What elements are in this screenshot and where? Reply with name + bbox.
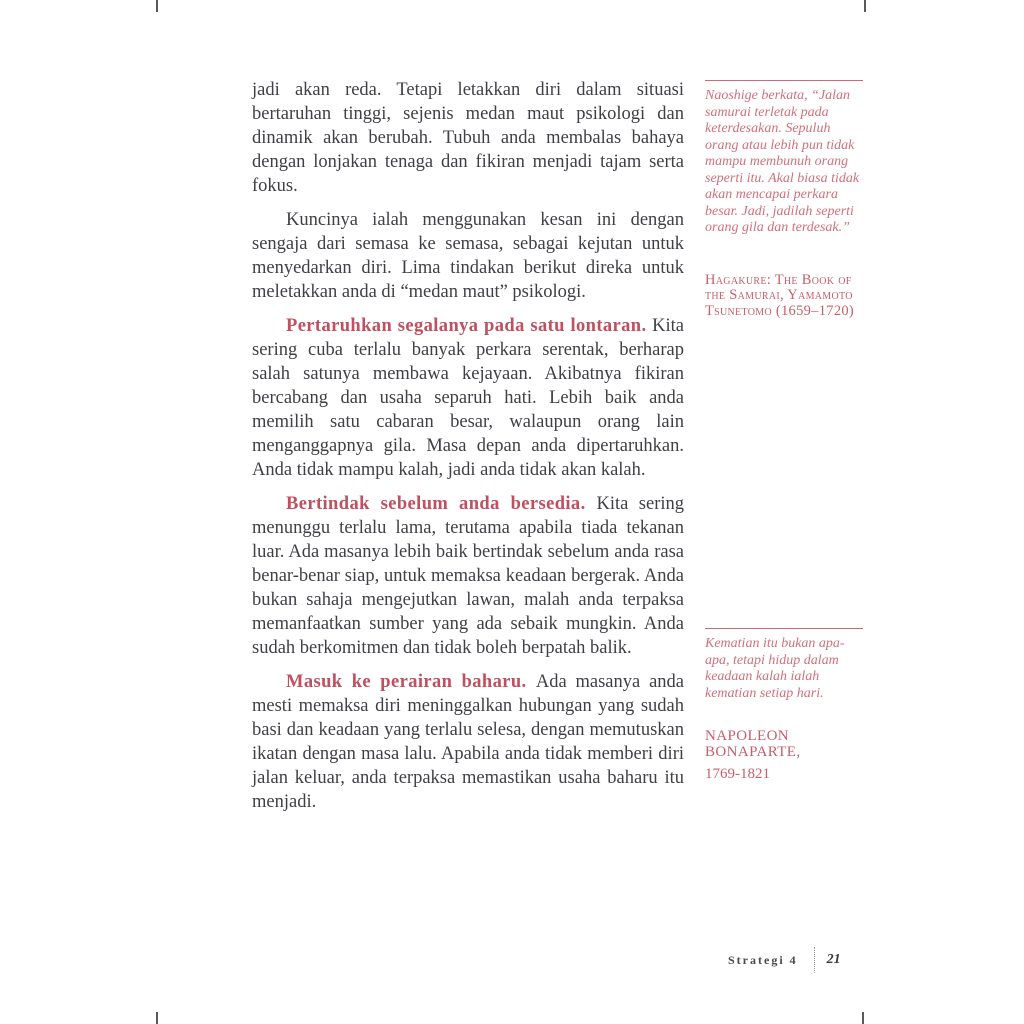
quote-text: Kematian itu bukan apa-apa, tetapi hidup dalam keadaan kalah ialah kematian setiap hari.	[705, 636, 845, 701]
quote-attribution: Hagakure: The Book of the Samurai, Yamamoto Tsunetomo (1659–1720)	[705, 271, 855, 319]
crop-mark-bottom-left	[156, 1012, 158, 1024]
crop-mark-bottom-right	[862, 1012, 864, 1024]
paragraph-lead: Masuk ke perairan baharu.	[286, 672, 527, 692]
quote-rule	[705, 80, 863, 81]
body-paragraph	[252, 208, 684, 304]
paragraph-lead: Bertindak sebelum anda bersedia.	[286, 494, 586, 514]
quote-attribution-years: 1769-1821	[705, 766, 770, 782]
quote-attribution: NAPOLEON BONAPARTE,	[705, 728, 801, 760]
footer-divider	[814, 947, 815, 973]
paragraph-text: jadi akan reda. Tetapi letakkan diri dalam situasi bertaruhan tinggi, sejenis medan maut psikologi dan dinamik akan berubah. Tubuh anda membalas bahaya dengan lonjakan tenaga dan fikiran menjadi tajam serta fokus.	[252, 80, 684, 196]
quote-text: Naoshige berkata, “Jalan samurai terletak pada keterdesakan. Sepuluh orang atau lebih pun tidak mampu membunuh orang seperti itu. Akal biasa tidak akan mencapai perkara besar. Jadi, jadilah seperti orang gila dan terdesak.”	[705, 88, 860, 235]
body-paragraph	[252, 670, 684, 814]
crop-mark-top-right	[864, 0, 866, 12]
paragraph-text: Kita sering cuba terlalu banyak perkara serentak, berharap salah satunya membawa kejayaan. Akibatnya fikiran bercabang dan usaha separuh hati. Lebih baik anda memilih satu cabaran besar, walaupun orang lain menganggapnya gila. Masa depan anda dipertaruhkan. Anda tidak mampu kalah, jadi anda tidak akan kalah.	[252, 316, 685, 480]
paragraph-lead: Pertaruhkan segalanya pada satu lontaran.	[286, 316, 647, 336]
page-footer	[728, 946, 841, 974]
footer-section-label: Strategi 4	[728, 952, 798, 967]
body-paragraph	[252, 314, 684, 482]
body-paragraph	[252, 78, 684, 198]
paragraph-text: Ada masanya anda mesti memaksa diri meninggalkan hubungan yang sudah basi dan keadaan yang terlalu selesa, dengan memutuskan ikatan dengan masa lalu. Apabila anda tidak memberi diri jalan keluar, anda terpaksa memastikan usaha baharu itu menjadi.	[252, 672, 685, 812]
margin-quote-napoleon	[705, 628, 865, 783]
body-paragraph	[252, 492, 684, 660]
paragraph-text: Kita sering menunggu terlalu lama, terutama apabila tiada tekanan luar. Ada masanya lebih baik bertindak sebelum anda rasa benar-benar siap, untuk memaksa keadaan bergerak. Anda bukan sahaja mengejutkan lawan, malah anda terpaksa memanfaatkan sumber yang ada sebaik mungkin. Anda sudah berkomitmen dan tidak boleh berpatah balik.	[252, 494, 685, 658]
crop-mark-top-left	[156, 0, 158, 12]
paragraph-text: Kuncinya ialah menggunakan kesan ini dengan sengaja dari semasa ke semasa, sebagai kejutan untuk menyedarkan diri. Lima tindakan berikut direka untuk meletakkan anda di “medan maut” psikologi.	[252, 210, 684, 302]
body-text-column	[252, 78, 684, 824]
page-number: 21	[826, 952, 841, 967]
margin-quote-hagakure	[705, 80, 865, 319]
quote-rule	[705, 628, 863, 629]
